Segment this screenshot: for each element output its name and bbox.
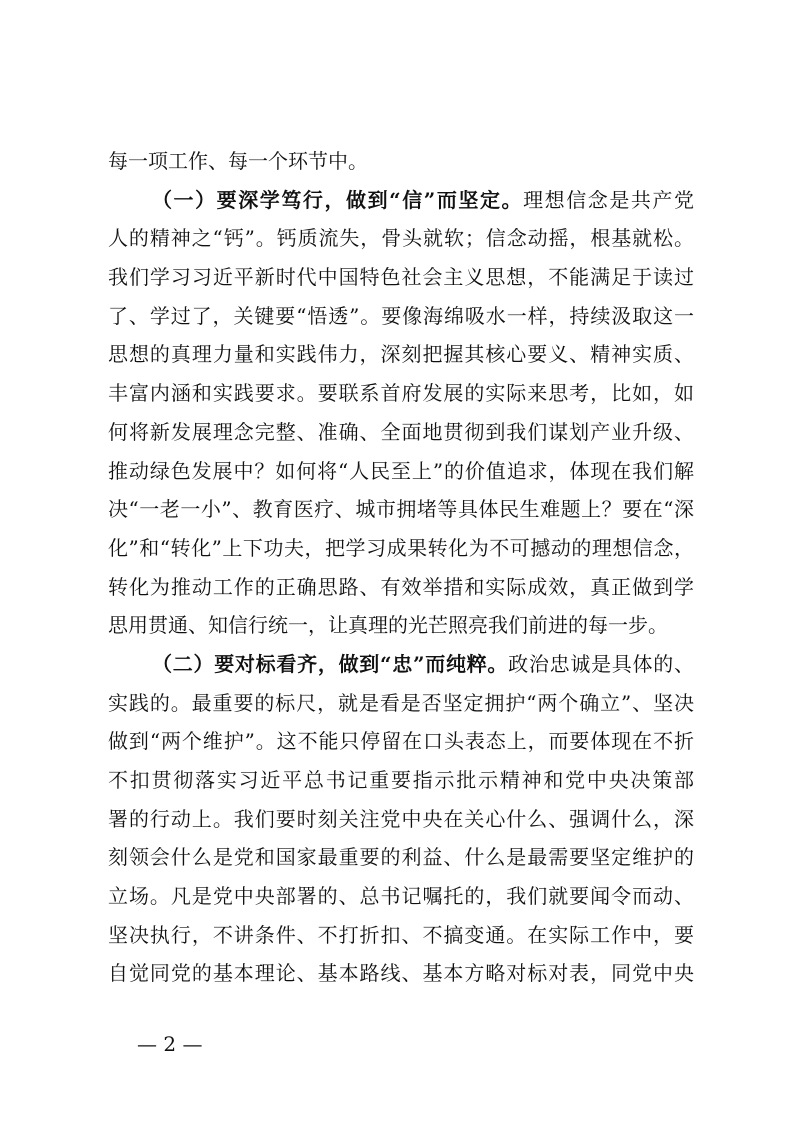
text-line xyxy=(108,645,694,684)
text-line xyxy=(108,761,694,800)
line-text: 决“一老一小”、教育医疗、城市拥堵等具体民生难题上？要在“深 xyxy=(108,497,694,522)
line-text: 何将新发展理念完整、准确、全面地贯彻到我们谋划产业升级、 xyxy=(108,419,694,444)
line-text: 理想信念是共产党 xyxy=(523,187,694,212)
text-line xyxy=(108,297,694,336)
line-text: 思想的真理力量和实践伟力，深刻把握其核心要义、精神实质、 xyxy=(108,342,694,367)
line-text: 立场。凡是党中央部署的、总书记嘱托的，我们就要闻令而动、 xyxy=(108,884,694,909)
text-line xyxy=(108,954,694,993)
text-line xyxy=(108,838,694,877)
line-text: 丰富内涵和实践要求。要联系首府发展的实际来思考，比如，如 xyxy=(108,381,694,406)
line-text: 实践的。最重要的标尺，就是看是否坚定拥护“两个确立”、坚决 xyxy=(108,690,694,715)
section-heading: （一）要深学笃行，做到“信”而坚定。 xyxy=(152,187,524,212)
line-text: 化”和“转化”上下功夫，把学习成果转化为不可撼动的理想信念， xyxy=(108,535,694,560)
text-line xyxy=(108,219,694,258)
line-text: 做到“两个维护”。这不能只停留在口头表态上，而要体现在不折 xyxy=(108,729,694,754)
text-line xyxy=(108,800,694,839)
line-text: 思用贯通、知信行统一，让真理的光芒照亮我们前进的每一步。 xyxy=(108,613,668,638)
text-line xyxy=(108,490,694,529)
line-text: 了、学过了，关键要“悟透”。要像海绵吸水一样，持续汲取这一 xyxy=(108,303,694,328)
text-line xyxy=(108,568,694,607)
text-line xyxy=(108,606,694,645)
line-text: 我们学习习近平新时代中国特色社会主义思想，不能满足于读过 xyxy=(108,265,694,290)
line-text: 坚决执行，不讲条件、不打折扣、不搞变通。在实际工作中，要 xyxy=(108,922,694,947)
text-line xyxy=(108,452,694,491)
text-line xyxy=(108,413,694,452)
line-text: 每一项工作、每一个环节中。 xyxy=(108,149,368,173)
page-number: — 2 — xyxy=(137,1032,203,1056)
line-text: 自觉同党的基本理论、基本路线、基本方略对标对表，同党中央 xyxy=(108,961,694,986)
text-line xyxy=(108,374,694,413)
body-text xyxy=(108,142,694,993)
section-heading: （二）要对标看齐，做到“忠”而纯粹。 xyxy=(152,651,509,676)
text-line xyxy=(108,258,694,297)
line-text: 人的精神之“钙”。钙质流失，骨头就软；信念动摇，根基就松。 xyxy=(108,226,694,251)
text-line xyxy=(108,684,694,723)
line-text: 政治忠诚是具体的、 xyxy=(508,651,694,676)
line-text: 署的行动上。我们要时刻关注党中央在关心什么、强调什么，深 xyxy=(108,806,694,831)
line-text: 刻领会什么是党和国家最重要的利益、什么是最需要坚定维护的 xyxy=(108,845,694,870)
text-line xyxy=(108,916,694,955)
text-line xyxy=(108,722,694,761)
text-line xyxy=(108,181,694,220)
text-line xyxy=(108,142,694,181)
line-text: 转化为推动工作的正确思路、有效举措和实际成效，真正做到学 xyxy=(108,574,694,599)
text-line xyxy=(108,335,694,374)
text-line xyxy=(108,877,694,916)
text-line xyxy=(108,529,694,568)
line-text: 不扣贯彻落实习近平总书记重要指示批示精神和党中央决策部 xyxy=(108,768,694,792)
line-text: 推动绿色发展中？如何将“人民至上”的价值追求，体现在我们解 xyxy=(108,458,694,483)
